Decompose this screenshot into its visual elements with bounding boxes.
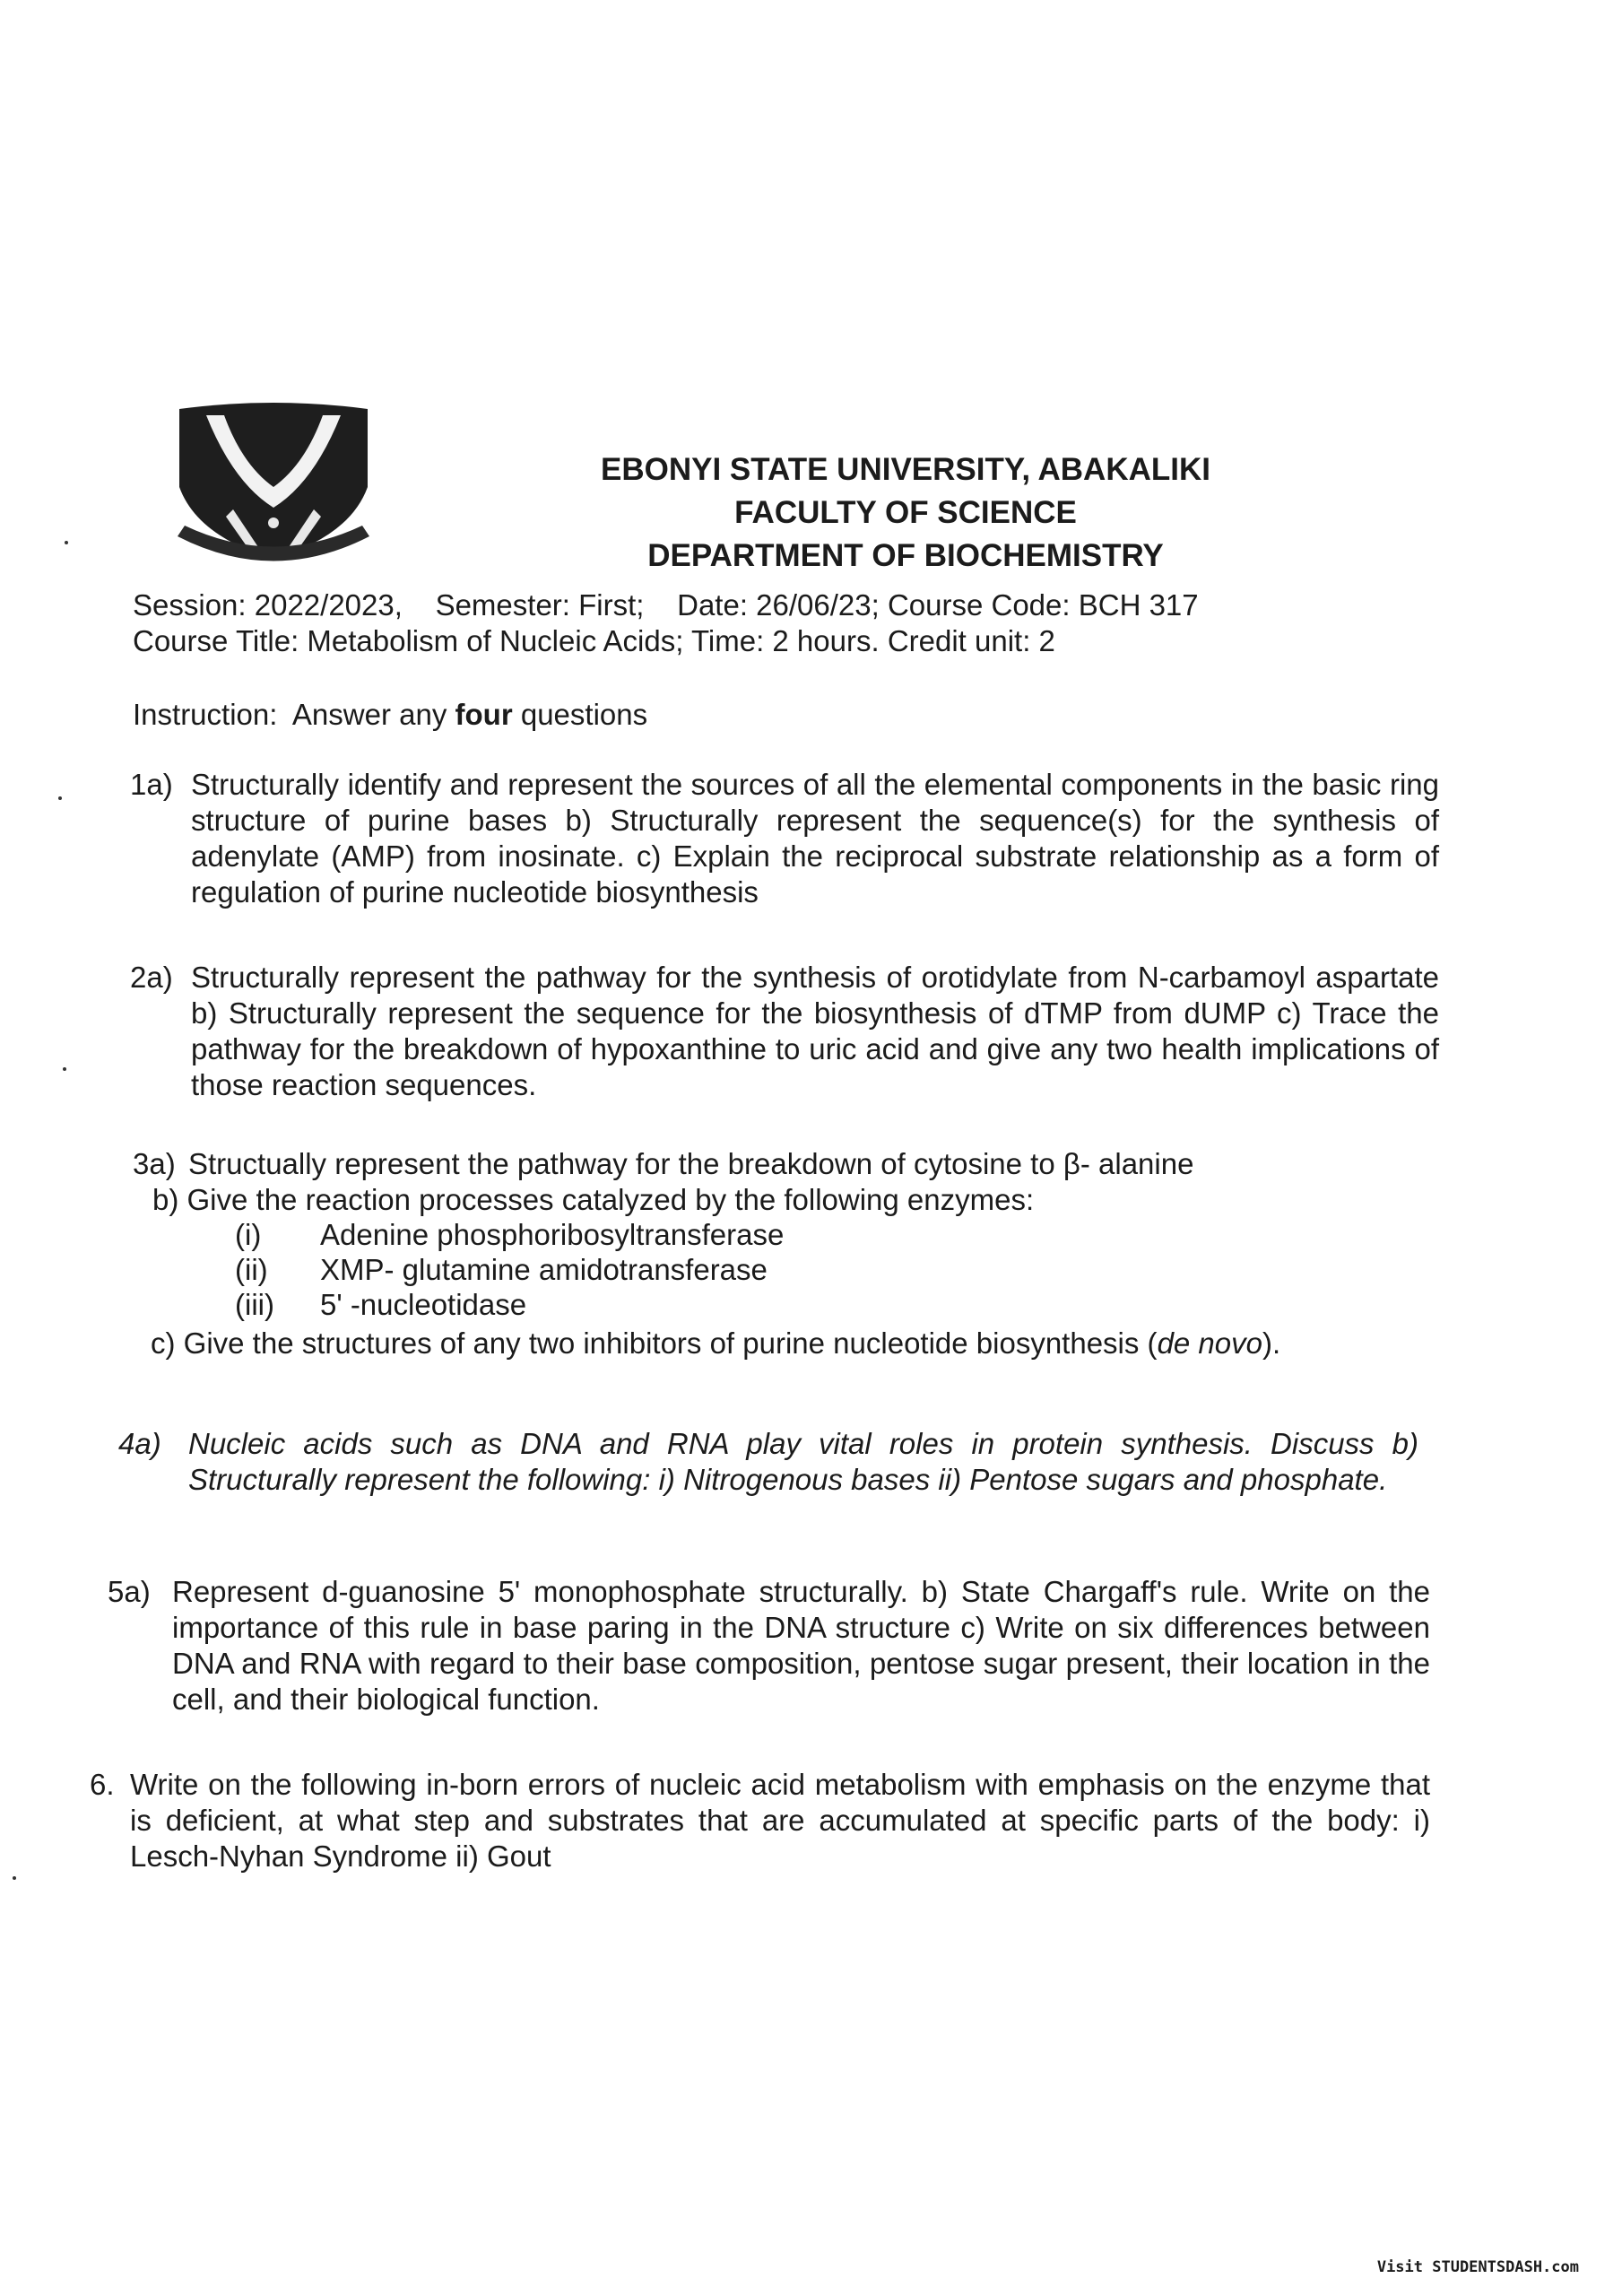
enzyme-name: XMP- glutamine amidotransferase	[320, 1253, 768, 1286]
university-name: EBONYI STATE UNIVERSITY, ABAKALIKI	[601, 452, 1210, 487]
question-text: Structurally identify and represent the sources of all the elemental components in the basic ring structure of purine bases b) Structurally represent the sequence(s) for the synthesis of adenylate (AMP) from inosinate. c) Explain the reciprocal substrate relationship as a form of regulation of purine nucleotide biosynthesis	[191, 768, 1439, 909]
enzyme-item	[235, 1252, 768, 1287]
question-number: 3a)	[133, 1147, 176, 1180]
question-number: 2a)	[130, 961, 173, 994]
question-1	[130, 767, 1439, 910]
enzyme-roman: (iii)	[235, 1288, 274, 1321]
question-6	[90, 1767, 1430, 1874]
enzyme-roman: (ii)	[235, 1253, 268, 1286]
question-text: Nucleic acids such as DNA and RNA play vital roles in protein synthesis. Discuss b) Structurally represent the following: i) Nitrogenous bases ii) Pentose sugars and phosphate.	[188, 1427, 1418, 1496]
enzyme-roman: (i)	[235, 1218, 262, 1251]
question-3c-end: ).	[1262, 1326, 1281, 1360]
question-number: 6.	[90, 1768, 115, 1801]
question-3c-italic: de novo	[1157, 1326, 1262, 1360]
session-line: Session: 2022/2023, Semester: First; Date: 26/06/23; Course Code: BCH 317	[133, 588, 1199, 622]
faculty-name: FACULTY OF SCIENCE	[734, 495, 1077, 530]
enzyme-item	[235, 1287, 526, 1322]
instruction-bold: four	[455, 698, 513, 731]
question-3c-text: c) Give the structures of any two inhibitors of purine nucleotide biosynthesis (	[151, 1326, 1158, 1360]
enzyme-name: Adenine phosphoribosyltransferase	[320, 1218, 785, 1251]
scan-speck	[65, 541, 68, 544]
exam-header	[502, 448, 1309, 578]
enzyme-name: 5' -nucleotidase	[320, 1288, 527, 1321]
university-crest-logo	[170, 402, 377, 563]
course-title-line: Course Title: Metabolism of Nucleic Acids; Time: 2 hours. Credit unit: 2	[133, 624, 1055, 657]
scan-speck	[63, 1067, 66, 1071]
scan-speck	[13, 1876, 16, 1880]
question-3c	[151, 1326, 1280, 1361]
instruction-suffix: questions	[512, 698, 648, 731]
question-3a	[133, 1146, 1442, 1182]
question-number: 5a)	[108, 1575, 151, 1608]
enzyme-item	[235, 1217, 784, 1252]
instruction	[133, 698, 647, 732]
instruction-prefix: Instruction: Answer any	[133, 698, 455, 731]
question-text: Structurally represent the pathway for the synthesis of orotidylate from N-carbamoyl aspartate b) Structurally represent the sequence for the biosynthesis of dTMP from dUMP c) Trace the pathway for the breakdown of hypoxanthine to uric acid and give any two health implications of those reaction sequences.	[191, 961, 1439, 1101]
question-4	[118, 1426, 1418, 1498]
department-name: DEPARTMENT OF BIOCHEMISTRY	[647, 538, 1164, 573]
footer-watermark: Visit STUDENTSDASH.com	[1376, 2258, 1579, 2276]
question-number: 1a)	[130, 768, 173, 801]
question-number: 4a)	[118, 1427, 161, 1460]
question-text: Write on the following in-born errors of nucleic acid metabolism with emphasis on the enzyme that is deficient, at what step and substrates that are accumulated at specific parts of the body: i) Lesch-Nyhan Syndrome ii) Gout	[130, 1768, 1430, 1873]
question-5	[108, 1574, 1430, 1718]
scan-speck	[58, 796, 62, 800]
exam-meta	[133, 587, 1433, 659]
question-3b: b) Give the reaction processes catalyzed by the following enzymes:	[152, 1183, 1035, 1216]
question-text: Represent d-guanosine 5' monophosphate structurally. b) State Chargaff's rule. Write on the importance of this rule in base paring in the DNA structure c) Write on six differences between DNA and RNA with regard to their base composition, pentose sugar present, their location in the cell, and their biological function.	[172, 1575, 1430, 1716]
question-text: Structually represent the pathway for the breakdown of cytosine to β- alanine	[188, 1147, 1194, 1180]
question-2	[130, 960, 1439, 1103]
